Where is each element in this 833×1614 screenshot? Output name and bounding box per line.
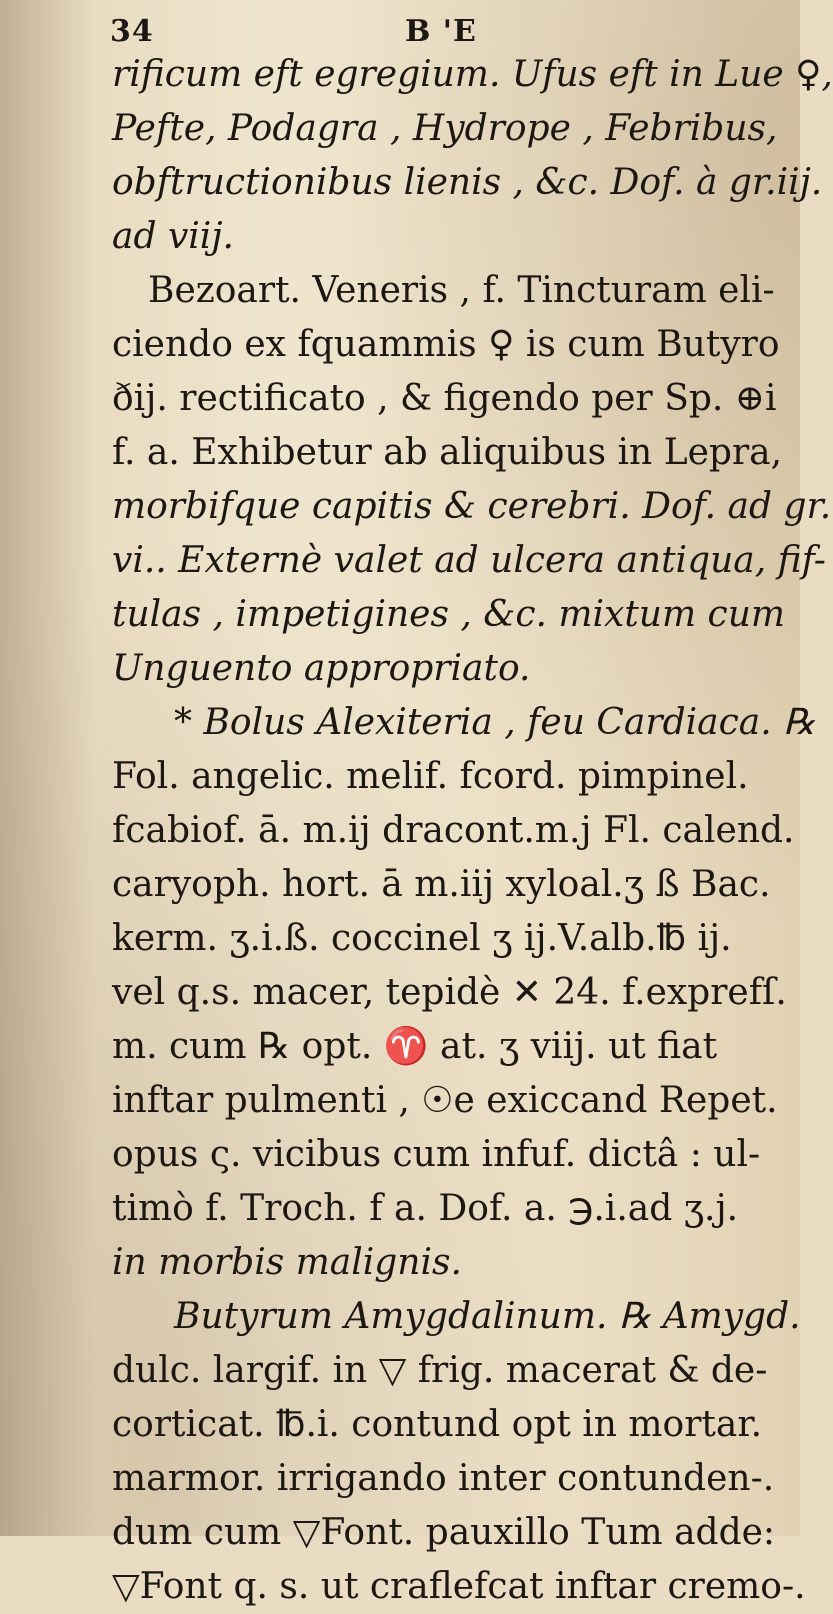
text-line: ciendo ex fquammis ♀ is cum Butyro (112, 324, 780, 365)
text-line: Fol. angelic. melif. fcord. pimpinel. (112, 756, 749, 797)
text-line: obftructionibus lienis , &c. Dof. à gr.iij. (112, 162, 823, 203)
text-line: tulas , impetigines , &c. mixtum cum (112, 594, 786, 635)
text-line: Pefte, Podagra , Hydrope , Febribus, (112, 108, 778, 149)
text-line: inftar pulmenti , ☉e exiccand Repet. (112, 1080, 778, 1121)
text-line: f. a. Exhibetur ab aliquibus in Lepra, (112, 432, 783, 473)
text-line: caryoph. hort. ā m.iij xyloal.ʒ ß Bac. (112, 864, 771, 905)
text-line: corticat. ℔.i. contund opt in mortar. (112, 1404, 763, 1445)
text-line: ▽Font q. s. ut craflefcat inftar cremo-. (112, 1566, 806, 1607)
text-line: Bezoart. Veneris , f. Tincturam eli- (148, 270, 775, 311)
text-line: dulc. largif. in ▽ frig. macerat & de- (112, 1350, 768, 1391)
text-line: * Bolus Alexiteria , feu Cardiaca. ℞ (174, 702, 816, 743)
text-line: ad viij. (112, 216, 234, 257)
text-line: ðij. rectificato , & figendo per Sp. ⊕i (112, 378, 777, 419)
text-line: vi.. Externè valet ad ulcera antiqua, fif- (112, 540, 826, 581)
header-signature: B 'E (405, 14, 477, 49)
text-line: Butyrum Amygdalinum. ℞ Amygd. (174, 1296, 801, 1337)
text-line: dum cum ▽Font. pauxillo Tum adde: (112, 1512, 776, 1553)
text-line: fcabiof. ā. m.ij dracont.m.j Fl. calend. (112, 810, 795, 851)
gutter-shadow (0, 0, 95, 1536)
page-number: 34 (110, 14, 154, 49)
text-line: kerm. ʒ.i.ß. coccinel ʒ ij.V.alb.℔ ij. (112, 918, 732, 959)
text-line: timò f. Troch. f a. Dof. a. ℈.i.ad ʒ.j. (112, 1188, 739, 1229)
text-line: vel q.s. macer, tepidè ✕ 24. f.exprefſ. (112, 972, 787, 1013)
text-line: rificum eft egregium. Ufus eft in Lue ♀, (112, 54, 833, 95)
text-line: m. cum ℞ opt. ♈ at. ʒ viij. ut fiat (112, 1026, 718, 1067)
text-line: in morbis malignis. (112, 1242, 462, 1283)
text-line: opus ς. vicibus cum infuf. dictâ : ul- (112, 1134, 761, 1175)
text-line: marmor. irrigando inter contunden-. (112, 1458, 775, 1499)
text-line: morbifque capitis & cerebri. Dof. ad gr. (112, 486, 832, 527)
text-line: Unguento appropriato. (112, 648, 531, 689)
text-block (112, 48, 833, 1614)
